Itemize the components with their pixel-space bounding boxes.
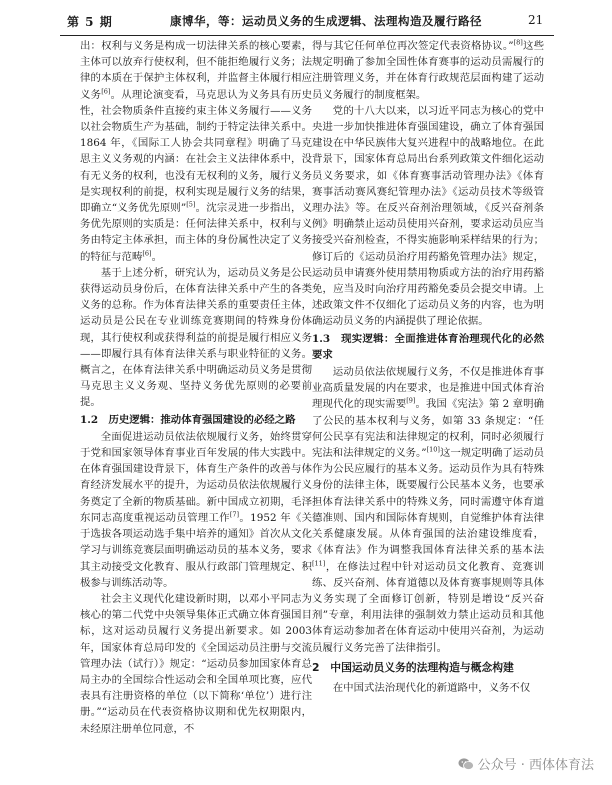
running-title: 康博华，等：运动员义务的生成逻辑、法理构造及履行路径 bbox=[170, 14, 482, 28]
watermark-text: 公众号 · 西体体育法 bbox=[477, 758, 594, 773]
citation[interactable]: [6] bbox=[142, 249, 152, 258]
citation[interactable]: [10] bbox=[426, 445, 440, 454]
wechat-icon bbox=[458, 757, 474, 771]
paragraph: 在中国式法治现代化的新道路中，义务不仅 bbox=[332, 681, 531, 694]
paragraph: 基于上述分析，研究认为，运动员义务是公民获得运动员身份后，在体育法律关系中产生的各类义务的总称。作为体育法律关系的重要责任主体，运动员是公民在专业训练竞赛期间的特殊身份体现，其行使权利或获得利益的前提是履行相应义务——即履行具有体育法律关系与职业特征的义务。概言之，在体育法律关系中明确运动员义务是贯彻马克思主义义务观、坚持义务优先原则的必要前提。 bbox=[80, 266, 312, 409]
page-header bbox=[0, 10, 612, 32]
issue-number: 第 5 期 bbox=[67, 15, 113, 29]
citation[interactable]: [8] bbox=[513, 38, 523, 47]
paragraph: 全面促进运动员依法依规履行义务，始终贯穿于党和国家领导体育事业百年发展的伟大实践中。在体育强国建设背景下，体育生产条件的改善与体育经济发展水平的提升，为运动员依法依规履行义务奠定了全新的物质基础。新中国成立初期，毛泽东同志高度重视运动员管理工作[7]。1952 年《关于选拔各项运动选手集中培养的通知》首次从文化学习与训练竞赛层面明确运动员的基本义务，要求其主动接受文化教育、服从行政部门管理规定、积极参与训练活动等。 bbox=[80, 430, 312, 589]
citation[interactable]: [11] bbox=[312, 559, 326, 568]
citation[interactable]: [6] bbox=[101, 87, 111, 96]
paragraph: 出：权利与义务是构成一切法律关系的核心要素，主体可以放弃行使权利，但不能拒绝履行义务；法律的本质在于保护主体权利，并监督主体履行相应义务[6]。从理论演变看，马克思认为义务具有历史性，社会物质条件直接约束主体义务履行——义务以社会物质生产为基础，制约于特定法律关系中。1864 年，《国际工人协会共同章程》明确了马克思主义义务观的内涵：在社会主义法律体系中，没有无义务的权利，也没有无权利的义务，履行义务是实现权利的前提，权利实现是履行义务的结果，即确立“义务优先原则”[5]。沈宗灵进一步指出，义务优先原则的实质是：任何法律关系中，权利与义务由特定主体承担，而主体的身份属性决定了义务的特征与范畴[6]。 bbox=[80, 40, 313, 263]
watermark bbox=[458, 754, 594, 773]
right-column bbox=[312, 38, 544, 696]
left-column bbox=[80, 38, 312, 737]
citation[interactable]: [7] bbox=[229, 510, 240, 519]
citation[interactable]: [5] bbox=[186, 200, 196, 209]
header-rule bbox=[60, 35, 554, 36]
citation[interactable]: [9] bbox=[406, 397, 416, 405]
section-heading: 1.2 历史逻辑：推动体育强国建设的必经之路 bbox=[80, 413, 296, 426]
page-number: 21 bbox=[528, 13, 544, 27]
paragraph: 党的十八大以来，以习近平同志为核心的党中央进一步加快推进体育强国建设，确立了体育强国建设在中华民族伟大复兴进程中的战略地位。在此背景下，国家体育总局出台系列政策文件细化运动员义务要求，如《体育赛事活动管理办法》《体育赛事活动赛风赛纪管理办法》《运动员技术等级管理办法》等。在反兴奋剂治理领域，《反兴奋剂条例》明确禁止运动员使用兴奋剂，要求运动员应当接受兴奋剂检查，不得实施影响采样结果的行为；修订后的《运动员治疗用药豁免管理办法》规定，运动员申请赛外使用禁用物质或方法的治疗用药豁免，应当及时向治疗用药豁免委员会提交申请。上述政策文件不仅细化了运动员义务的内容，也为明确运动员义务的内涵提供了理论依据。 bbox=[312, 104, 544, 328]
section-heading: 2 中国运动员义务的法理构造与概念构建 bbox=[312, 660, 514, 674]
section-heading: 1.3 现实逻辑：全面推进体育治理现代化的必然要求 bbox=[312, 332, 544, 361]
paragraph: 得与其它任何单位再次签定代表资格协议。”[8]这些规定明确了参加全国性体育赛事的运动员需履行的注册管理义务，并在体育行政规范层面构建了运动员义务履行的制度框架。 bbox=[312, 38, 544, 101]
paragraph: 社会主义现代化建设新时期，以邓小平同志为核心的第二代党中央领导集体正式确立体育强国目标，这对运动员履行义务提出新要求。如 2003 年，国家体育总局印发的《全国运动员注册与交流管理办法（试行）》规定：“运动员参加国家体育总局主办的全国综合性运动会和全国单项比赛，应代表具有注册资格的单位（以下简称‘单位’）进行注册。”“运动员在代表资格协议期和优先权期限内，未经原注册单位同意，不 bbox=[80, 592, 312, 735]
paragraph: 运动员依法依规履行义务，不仅是推进体育事业高质量发展的内在要求，也是推进中国式体育治理现代化的现实需要[9]。我国《宪法》第 2 章明确了公民的基本权利与义务，如第 33 条规定：“任何公民享有宪法和法律规定的权利，同时必须履行宪法和法律规定的义务。”[10]这一规定明确了运动员作为公民应履行的基本义务。运动员作为具有特殊身份的法律主体，既要履行公民基本义务，也要承担体育法律关系中的特殊义务，同时需遵守体育道德准则、国内和国际体育规则，自觉维护体育法律关系健康发展。从体育强国的法治建设维度看，《体育法》作为调整我国体育法律关系的基本法[11]，在修法过程中针对运动员文化教育、竞赛训练、反兴奋剂、体育道德以及体育赛事规则等具体义务实现了全面修订创新，特别是增设“反兴奋剂”专章，利用法律的强制效力禁止运动员和其他体育运动参加者在体育运动中使用兴奋剂，为运动员履行义务完善了法律指引。 bbox=[312, 366, 544, 654]
